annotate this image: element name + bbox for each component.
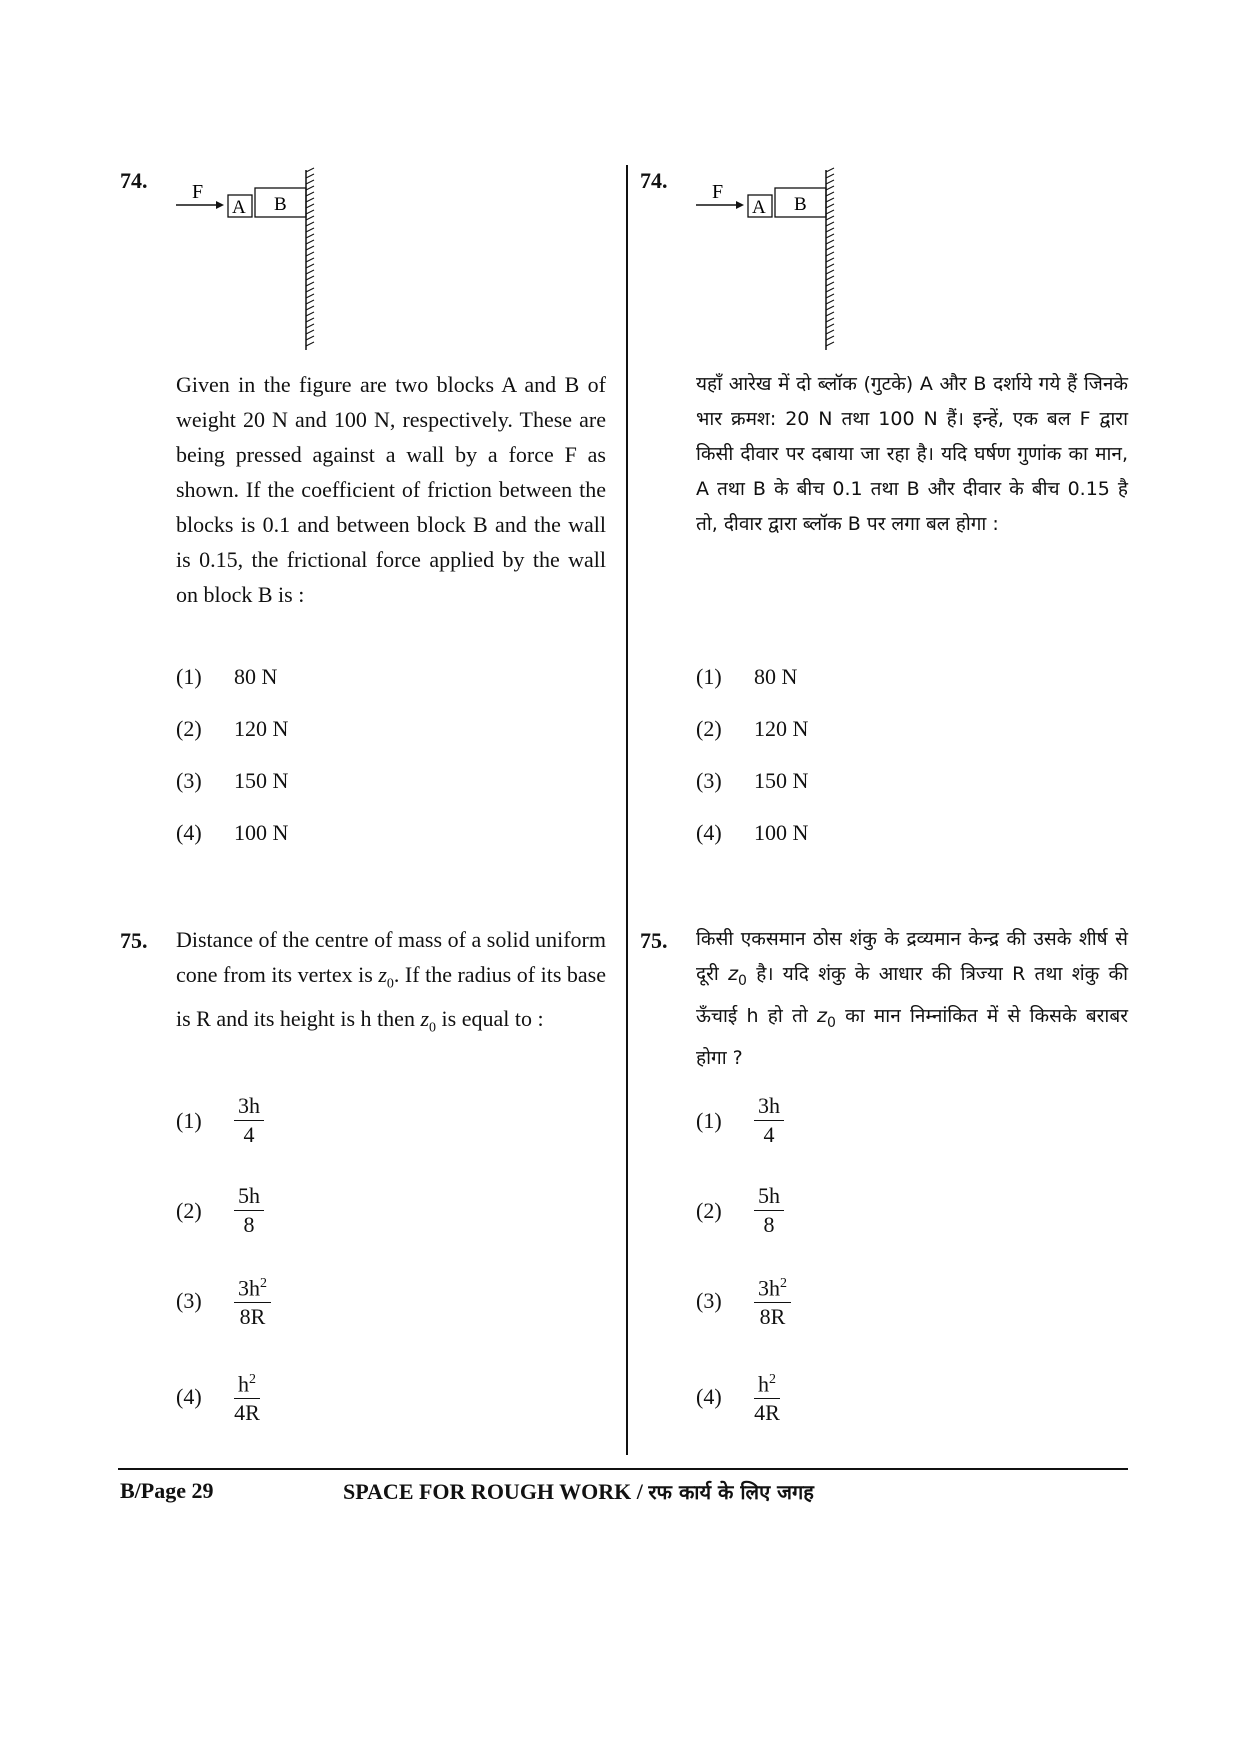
- option-74-3-hi[interactable]: (3) 150 N: [696, 768, 809, 793]
- fraction: $\frac{h^2}{4R}$: [754, 1366, 780, 1427]
- block-wall-figure-hi: [696, 160, 856, 355]
- option-74-1-hi[interactable]: (1) 80 N: [696, 664, 798, 689]
- question-74-text: Given in the figure are two blocks A and B of weight 20 N and 100 N, respectively. These are being pressed against a wall by a force F as shown. If the coefficient of friction between the blocks is 0.1 and between block B and the wall is 0.15, the frictional force applied by the wall on block B is :: [176, 372, 606, 607]
- question-75-text: Distance of the centre of mass of a solid uniform cone from its vertex is $z_0$. If the radius of its base is R and its height is h then $z_0$ is equal to :: [176, 927, 606, 1036]
- question-74-number: 74.: [120, 168, 148, 193]
- question-75-number: 75.: [120, 928, 148, 953]
- block-a-label-hi: A: [752, 197, 766, 218]
- rough-work-label: SPACE FOR ROUGH WORK / रफ कार्य के लिए जगह: [343, 1479, 814, 1504]
- force-label-hi: F: [712, 181, 724, 203]
- fraction: $\frac{h^2}{4R}$: [234, 1366, 260, 1427]
- option-74-4-hi[interactable]: (4) 100 N: [696, 820, 809, 845]
- question-74-text-hi: यहाँ आरेख में दो ब्लॉक (गुटके) A और B दर्शाये गये हैं जिनके भार क्रमश: 20 N तथा 100 N हैं। इन्हें, एक बल F द्वारा किसी दीवार पर दबाया जा रहा है। यदि घर्षण गुणांक का मान, A तथा B के बीच 0.1 तथा B और दीवार के बीच 0.15 है तो, दीवार द्वारा ब्लॉक B पर लगा बल होगा :: [696, 373, 1128, 535]
- option-74-4[interactable]: (4) 100 N: [176, 820, 289, 845]
- option-75-2[interactable]: (2) $\frac{5h}{8}$: [176, 1182, 264, 1239]
- fraction: $\frac{3h}{4}$: [754, 1092, 784, 1149]
- option-74-1[interactable]: (1) 80 N: [176, 664, 278, 689]
- block-b-label-hi: B: [794, 194, 807, 215]
- block-wall-figure: [176, 160, 336, 355]
- option-74-2-hi[interactable]: (2) 120 N: [696, 716, 809, 741]
- option-75-2-hi[interactable]: (2) $\frac{5h}{8}$: [696, 1182, 784, 1239]
- question-74-number-hi: 74.: [640, 168, 668, 193]
- option-75-1-hi[interactable]: (1) $\frac{3h}{4}$: [696, 1092, 784, 1149]
- block-a-label: A: [232, 197, 246, 218]
- fraction: $\frac{3h^2}{8R}$: [234, 1270, 271, 1331]
- footer-rule: [118, 1468, 1128, 1470]
- fraction: $\frac{5h}{8}$: [754, 1182, 784, 1239]
- question-75-text-hi: किसी एकसमान ठोस शंकु के द्रव्यमान केन्द्र की उसके शीर्ष से दूरी $z_0$ है। यदि शंकु के आधार की त्रिज्या R तथा शंकु की ऊँचाई h हो तो $z_0$ का मान निम्नांकित में से किसके बराबर होगा ?: [696, 928, 1128, 1069]
- option-75-4[interactable]: (4) $\frac{h^2}{4R}$: [176, 1366, 260, 1427]
- option-75-3-hi[interactable]: (3) $\frac{3h^2}{8R}$: [696, 1270, 791, 1331]
- block-b-label: B: [274, 194, 287, 215]
- option-75-1[interactable]: (1) $\frac{3h}{4}$: [176, 1092, 264, 1149]
- force-label: F: [192, 181, 204, 203]
- question-75-number-hi: 75.: [640, 928, 668, 953]
- option-74-3[interactable]: (3) 150 N: [176, 768, 289, 793]
- column-divider: [626, 165, 628, 1455]
- option-75-3[interactable]: (3) $\frac{3h^2}{8R}$: [176, 1270, 271, 1331]
- fraction: $\frac{3h}{4}$: [234, 1092, 264, 1149]
- page-number: B/Page 29: [120, 1478, 214, 1503]
- fraction: $\frac{5h}{8}$: [234, 1182, 264, 1239]
- fraction: $\frac{3h^2}{8R}$: [754, 1270, 791, 1331]
- option-74-2[interactable]: (2) 120 N: [176, 716, 289, 741]
- option-75-4-hi[interactable]: (4) $\frac{h^2}{4R}$: [696, 1366, 780, 1427]
